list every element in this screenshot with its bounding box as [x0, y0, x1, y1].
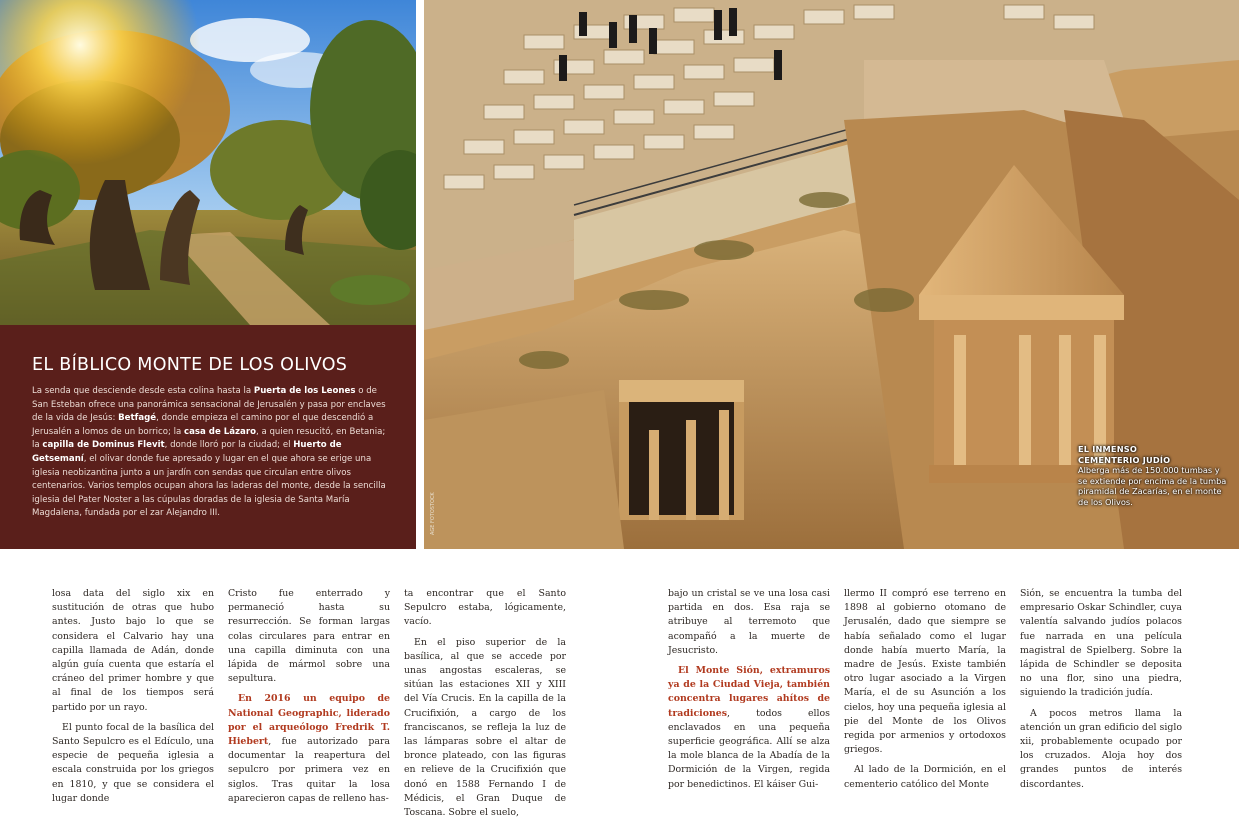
olive-grove-photo [0, 0, 416, 325]
text-run: , fue autorizado para documentar la reapertura del sepulcro por primera vez en siglos. Tras quitar la losa aparecieron capas de relleno has- [228, 736, 390, 804]
sidebar-text-run: , a quien resucitó, en Betania; la [32, 426, 386, 451]
photo-gutter [416, 0, 424, 549]
text-column-1 [52, 587, 214, 812]
paragraph [668, 587, 830, 658]
paragraph [1020, 587, 1182, 701]
sidebar-highlight: casa de Lázaro [184, 426, 256, 437]
text-column-3 [404, 587, 566, 826]
paragraph [404, 636, 566, 821]
paragraph [404, 587, 566, 630]
text-run: llermo II compró ese terreno en 1898 al gobierno otomano de Jerusalén, dado que siempre se había señalado como el lugar donde había muerto María, la madre de Jesús. Existe también otro lugar asociado a la Virgen María, el de su Asunción a los cielos, hoy una pequeña iglesia al pie del Monte de los Olivos regida por armenios y ortodoxos griegos. [844, 588, 1006, 756]
text-run: bajo un cristal se ve una losa casi partida en dos. Esa raja se atribuye al terremoto que acompañó a la muerte de Jesucristo. [668, 588, 830, 656]
text-column-5 [844, 587, 1006, 798]
sidebar-text-run: , donde empieza el camino por el que descendió a Jerusalén a lomos de un borrico; la [32, 413, 374, 437]
text-run: A pocos metros llama la atención un gran edificio del siglo xii, probablemente ocupado por los cruzados. Aloja hoy dos grandes puntos de interés discordantes. [1020, 707, 1182, 790]
paragraph [228, 587, 390, 686]
paragraph [228, 692, 390, 806]
photo-credit: AGE FOTOSTOCK [430, 492, 436, 535]
text-run: Cristo fue enterrado y permaneció hasta su resurrección. Se forman largas colas circulares para entrar en una capilla diminuta con una lápida de mármol sobre una sepultura. [228, 588, 390, 685]
text-column-2 [228, 587, 390, 812]
text-run: En el piso superior de la basílica, al que se accede por unas angostas escaleras, se sitúan las estaciones XII y XIII del Vía Crucis. En la capilla de la Crucifixión, a cargo de los franciscanos, se refleja la luz de las lámparas sobre el altar de bronce plateado, con las figuras en relieve de la Crucifixión que donó en 1588 Fernando I de Médicis, el Gran Duque de Toscana. Sobre el suelo, [404, 636, 566, 819]
sidebar-text-run: , donde lloró por la ciudad; el [164, 440, 294, 451]
paragraph [1020, 707, 1182, 792]
text-run: ta encontrar que el Santo Sepulcro estaba, lógicamente, vacío. [404, 588, 566, 628]
photo-caption [1078, 444, 1228, 508]
paragraph [844, 587, 1006, 757]
sidebar-text-run: o de San Esteban ofrece una panorámica sensacional de Jerusalén y pasa por enclaves de la vida de Jesús: [32, 386, 386, 424]
highlight-lead: En 2016 un equipo de National Geographic, liderado por el arqueólogo Fredrik T. Hiebert [228, 693, 390, 748]
caption-body: Alberga más de 150.000 tumbas y se extiende por encima de la tumba piramidal de Zacarías, en el monte de los Olivos. [1078, 465, 1227, 507]
text-column-6 [1020, 587, 1182, 798]
text-run: El punto focal de la basílica del Santo Sepulcro es el Edículo, una especie de pequeña iglesia a escala construida por los griegos en 1810, y que se considera el lugar donde [52, 721, 214, 804]
highlight-lead: El Monte Sión, extramuros ya de la Ciudad Vieja, también concentra lugares ahítos de tradiciones [668, 665, 830, 719]
text-column-4 [668, 587, 830, 798]
paragraph [844, 763, 1006, 791]
text-run: , todos ellos enclavados en una pequeña superficie geográfica. Allí se alza la mole blanca de la Abadía de la Dormición de la Virgen, regida por benedictinos. El káiser Gui- [668, 707, 830, 790]
sidebar-highlight: Betfagé [118, 413, 157, 424]
text-run: Al lado de la Dormición, en el cementerio católico del Monte [844, 764, 1006, 790]
sidebar-text-run: , el olivar donde fue apresado y lugar en el que ahora se erige una iglesia neobizantina junto a un jardín con sendas que circulan entre olivos centenarios. Varios templos ocupan ahora las laderas del monte, desde la sencilla iglesia del Pater Noster a las cúpulas doradas de la iglesia de Santa María Magdalena, fundada por el zar Alejandro III. [32, 453, 386, 519]
sidebar-box [0, 325, 416, 549]
sidebar-highlight: Huerto de Getsemaní [32, 440, 342, 464]
paragraph [668, 664, 830, 792]
sidebar-text [32, 385, 394, 521]
sidebar-highlight: Puerta de los Leones [253, 386, 356, 396]
text-run: losa data del siglo xix en sustitución de otras que hubo antes. Justo bajo lo que se considera el Calvario hay una capilla llamada de Adán, donde algún guía cuenta que estaría el cráneo del primer hombre y que al final de los tiempos será partido por un rayo. [52, 588, 214, 713]
text-run: Sión, se encuentra la tumba del empresario Oskar Schindler, cuya valentía salvando judíos polacos fue narrada en una película magistral de Spielberg. Sobre la lápida de Schindler se deposita no una flor, sino una piedra, siguiendo la tradición judía. [1020, 588, 1182, 699]
paragraph [52, 721, 214, 806]
sidebar-highlight: capilla de Dominus Flevit [42, 440, 165, 451]
caption-title-line2: CEMENTERIO JUDÍO [1078, 454, 1171, 465]
sidebar-text-run: La senda que desciende desde esta colina hasta la [32, 386, 254, 396]
sidebar-title: EL BÍBLICO MONTE DE LOS OLIVOS [32, 355, 348, 375]
paragraph [52, 587, 214, 715]
caption-title-line1: EL INMENSO [1078, 444, 1138, 454]
